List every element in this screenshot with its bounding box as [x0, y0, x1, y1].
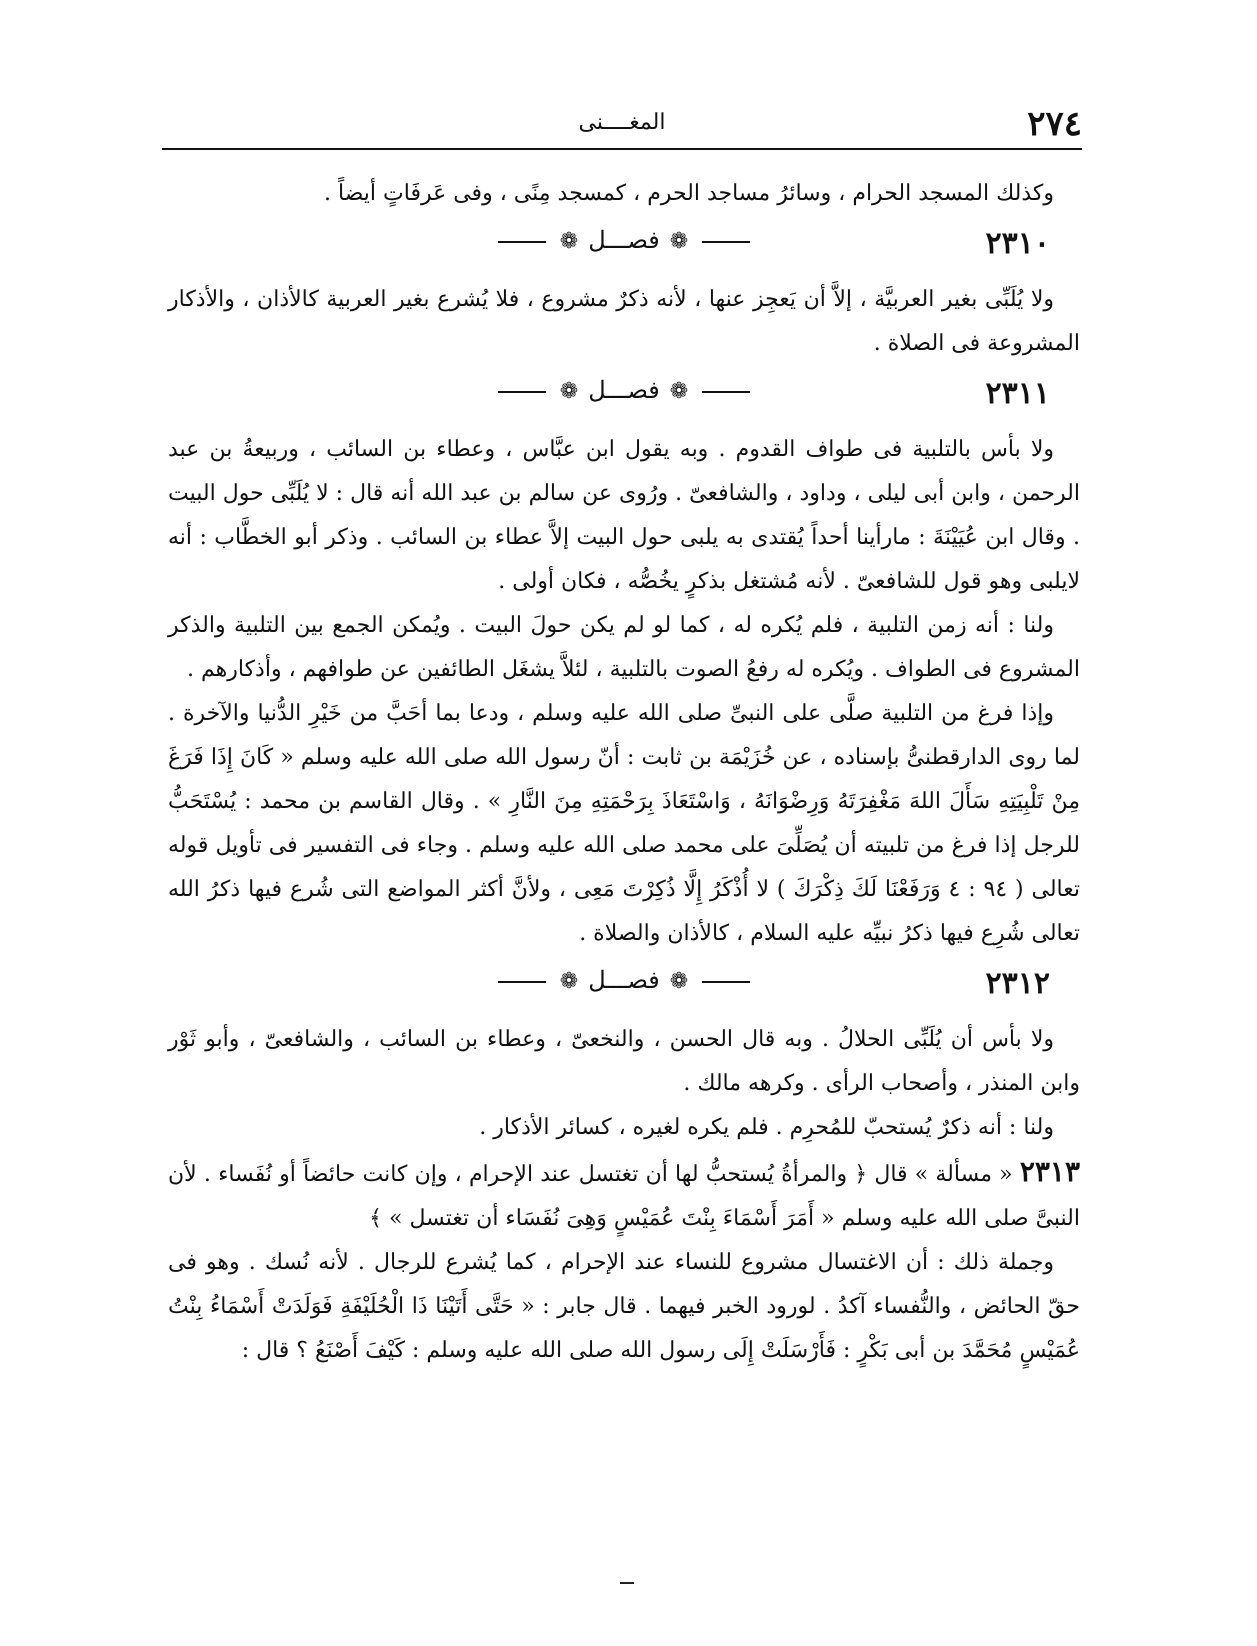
paragraph: ولا يُلَبِّى بغير العربيَّة ، إلاَّ أن يَعجِز عنها ، لأنه ذكرٌ مشروع ، فلا يُشرع بغير العربية كالأذان ، والأذكار المشروعة فى الصلاة .	[168, 287, 1080, 356]
ornament-icon: ❁	[669, 969, 689, 994]
section-label: فصـــل	[588, 966, 660, 994]
ornament-icon: ❁	[669, 379, 689, 404]
section-number: ٢٣١٢	[985, 966, 1050, 1001]
section-heading-2311	[168, 366, 1080, 428]
paragraph: وجملة ذلك : أن الاغتسال مشروع للنساء عند الإحرام ، كما يُشرع للرجال . لأنه نُسك . وهو فى حقّ الحائض ، والنُّفساء آكدُ . لورود الخبر فيهما . قال جابر : « حَتَّى أَتَيْنَا ذَا الْحُلَيْفَةِ فَوَلَدَتْ أَسْمَاءُ بِنْتُ عُمَيْسٍ مُحَمَّدَ بن أبى بَكْرٍ : فَأَرْسَلَتْ إِلَى رسول الله صلى الله عليه وسلم : كَيْفَ أَصْنَعُ ؟ قال :	[168, 1250, 1080, 1363]
page-content	[168, 172, 1080, 1373]
section-heading-2312	[168, 956, 1080, 1018]
ornament-icon: ❁	[559, 229, 579, 254]
page-number: ٢٧٤	[1027, 104, 1082, 144]
paragraph: وكذلك المسجد الحرام ، وسائرُ مساجد الحرم ، كمسجد مِنًى ، وفى عَرفَاتٍ أيضاً .	[324, 181, 1054, 206]
section-label-group	[168, 376, 1080, 404]
divider-dash	[702, 241, 750, 243]
ornament-icon: ❁	[669, 229, 689, 254]
ornament-icon: ❁	[559, 969, 579, 994]
header-rule	[162, 148, 1082, 150]
section-number: ٢٣١٠	[985, 226, 1050, 261]
divider-dash	[498, 241, 546, 243]
section-heading-2310	[168, 216, 1080, 278]
section-label: فصـــل	[588, 226, 660, 254]
running-title: المغــــنى	[578, 110, 666, 135]
masala-paragraph	[168, 1150, 1080, 1241]
divider-dash	[702, 981, 750, 983]
footer-mark	[620, 1582, 634, 1584]
section-number: ٢٣١١	[985, 376, 1050, 411]
paragraph: وإذا فرغ من التلبية صلَّى على النبىِّ صلى الله عليه وسلم ، ودعا بما أحَبَّ من خَيْرِ الدُّنيا والآخرة . لما روى الدارقطنىُّ بإسناده ، عن خُزَيْمَة بن ثابت : أنّ رسول الله صلى الله عليه وسلم « كَانَ إِذَا فَرَغَ مِنْ تَلْبِيَتِهِ سَأَلَ اللهَ مَغْفِرَتَهُ وَرِضْوَانَهُ ، وَاسْتَعَاذَ بِرَحْمَتِهِ مِنَ النَّارِ » . وقال القاسم بن محمد : يُسْتَحَبُّ للرجل إذا فرغ من تلبيته أن يُصَلِّىَ على محمد صلى الله عليه وسلم . وجاء فى التفسير فى تأويل قوله تعالى ( ٩٤ : ٤ وَرَفَعْنَا لَكَ ذِكْرَكَ ) لا أُذْكَرُ إِلَّا ذُكِرْتَ مَعِى ، ولأنَّ أكثر المواضع التى شُرع فيها ذكرُ الله تعالى شُرِع فيها ذكرُ نبيِّه عليه السلام ، كالأذان والصلاة .	[168, 701, 1080, 946]
section-label-group	[168, 966, 1080, 994]
paragraph: ولا بأس بالتلبية فى طواف القدوم . وبه يقول ابن عبَّاس ، وعطاء بن السائب ، وربيعةُ بن عبد الرحمن ، وابن أبى ليلى ، وداود ، والشافعىّ . ورُوى عن سالم بن عبد الله أنه قال : لا يُلَبِّى حول البيت . وقال ابن عُيَيْنَةَ : مارأينا أحداً يُقتدى به يلبى حول البيت إلاَّ عطاء بن السائب . وذكر أبو الخطَّاب : أنه لايلبى وهو قول للشافعىّ . لأنه مُشتغل بذكرٍ يخُصُّه ، فكان أولى .	[168, 437, 1080, 594]
ornament-icon: ❁	[559, 379, 579, 404]
divider-dash	[702, 391, 750, 393]
masala-text: « مسألة » قال ﴿ والمرأةُ يُستحبُّ لها أن تغتسل عند الإحرام ، وإن كانت حائضاً أو نُفَساء . لأن النبىَّ صلى الله عليه وسلم « أَمَرَ أَسْمَاءَ بِنْتَ عُمَيْسٍ وَهِىَ نُفَسَاء أن تغتسل » ﴾	[168, 1162, 1080, 1231]
paragraph: ولنا : أنه زمن التلبية ، فلم يُكره له ، كما لو لم يكن حولَ البيت . ويُمكن الجمع بين التلبية والذكر المشروع فى الطواف . ويُكره له رفعُ الصوت بالتلبية ، لئلاَّ يشغَل الطائفين عن طوافهم ، وأذكارهم .	[168, 613, 1080, 682]
masala-number: ٢٣١٣	[1019, 1155, 1080, 1188]
paragraph: ولنا : أنه ذكرٌ يُستحبّ للمُحرِم . فلم يكره لغيره ، كسائر الأذكار .	[479, 1115, 1054, 1140]
divider-dash	[498, 391, 546, 393]
section-label-group	[168, 226, 1080, 254]
divider-dash	[498, 981, 546, 983]
paragraph: ولا بأس أن يُلَبِّى الحلالُ . وبه قال الحسن ، والنخعىّ ، وعطاء بن السائب ، والشافعىّ ، وأبو ثَوْر وابن المنذر ، وأصحاب الرأى . وكرهه مالك .	[168, 1027, 1080, 1096]
section-label: فصـــل	[588, 376, 660, 404]
